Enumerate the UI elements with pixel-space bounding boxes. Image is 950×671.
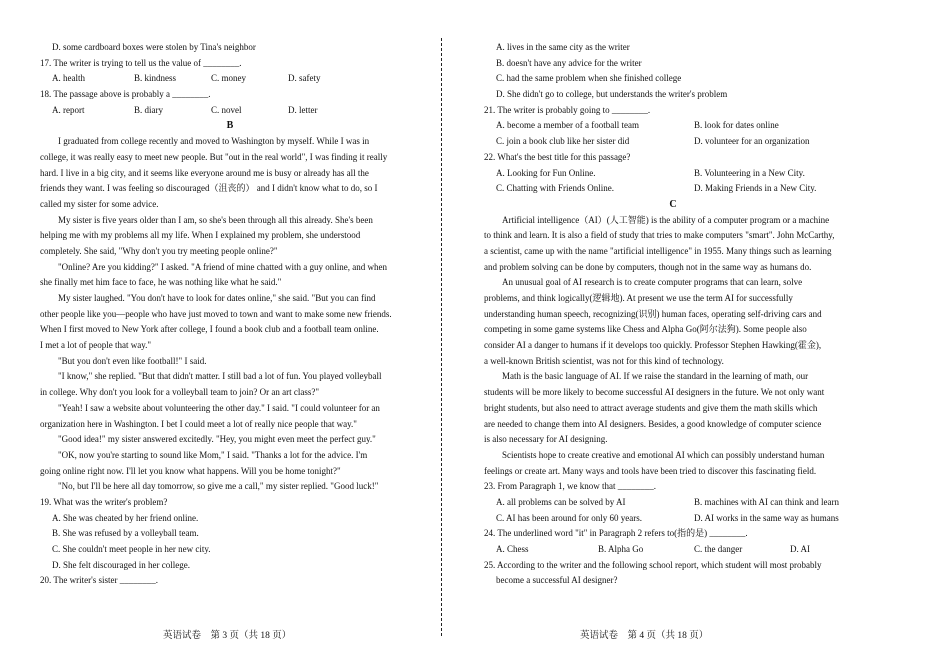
passage-line: An unusual goal of AI research is to create computer programs that can learn, solve <box>502 277 803 288</box>
question-21-stem: 21. The writer is probably going to ________. <box>484 104 651 115</box>
page-footer-right: 英语试卷 第 4 页（共 18 页） <box>580 631 709 641</box>
passage-line: "No, but I'll be here all day tomorrow, so give me a call," my sister replied. "Good luck!" <box>58 481 379 492</box>
passage-c <box>484 213 862 480</box>
passage-line: competing in some game systems like Chess and Alpha Go(阿尔法狗). Some people also <box>484 324 807 335</box>
right-page <box>484 40 862 589</box>
page-divider <box>441 38 442 636</box>
question-21-options-row1 <box>484 118 862 134</box>
question-18-options <box>40 103 420 119</box>
passage-line: "Online? Are you kidding?" I asked. "A friend of mine chatted with a guy online, and when <box>58 261 387 272</box>
passage-line: understanding human speech, recognizing(识别) human faces, operating self-driving cars and <box>484 308 822 319</box>
question-17-options <box>40 71 420 87</box>
question-21-options-row2 <box>484 134 862 150</box>
q20-option-c: C. had the same problem when she finished college <box>496 73 682 84</box>
question-24-stem: 24. The underlined word "it" in Paragraph 2 refers to(指的是) ________. <box>484 528 748 539</box>
left-page <box>40 40 420 589</box>
q22-option-d: D. Making Friends in a New City. <box>694 183 817 194</box>
q24-option-a: A. Chess <box>496 544 529 554</box>
q19-option-c: C. She couldn't meet people in her new city. <box>52 544 211 554</box>
passage-line: called my sister for some advice. <box>40 198 159 209</box>
q21-option-b: B. look for dates online <box>694 120 779 131</box>
q21-option-c: C. join a book club like her sister did <box>496 136 630 147</box>
passage-line: I graduated from college recently and moved to Washington by myself. While I was in <box>58 136 370 147</box>
passage-line: Scientists hope to create creative and emotional AI which can possibly understand human <box>502 449 825 460</box>
question-25-stem: 25. According to the writer and the following school report, which student will most probably <box>484 559 822 570</box>
q20-option-d: D. She didn't go to college, but understands the writer's problem <box>496 89 728 100</box>
q17-option-a: A. health <box>52 73 85 84</box>
q24-option-b: B. Alpha Go <box>598 544 644 554</box>
question-20-stem: 20. The writer's sister ________. <box>40 575 158 586</box>
passage-line: "OK, now you're starting to sound like Mom," I said. "Thanks a lot for the advice. I'm <box>58 449 368 460</box>
question-19-stem: 19. What was the writer's problem? <box>40 496 168 507</box>
passage-line: hard. I live in a big city, and it seems like everyone around me is busy or already has all the <box>40 167 369 178</box>
passage-line: feelings or create art. Many ways and tools have been tried to discover this fascinating field. <box>484 465 817 476</box>
q18-option-b: B. diary <box>134 104 163 115</box>
passage-line: helping me with my problems all my life. When I explained my problem, she understood <box>40 230 361 241</box>
passage-line: she finally met him face to face, he was nothing like what he said." <box>40 277 282 288</box>
section-b-heading: B <box>226 120 234 132</box>
q20-option-b: B. doesn't have any advice for the writer <box>496 57 642 68</box>
q17-option-b: B. kindness <box>134 73 177 84</box>
question-16-option-d: D. some cardboard boxes were stolen by Tina's neighbor <box>52 42 256 52</box>
passage-line: are needed to change them into AI designers. Besides, a good knowledge of computer science <box>484 418 822 429</box>
passage-line: "Yeah! I saw a website about volunteering the other day." I said. "I could volunteer for an <box>58 402 380 413</box>
question-17-stem: 17. The writer is trying to tell us the value of ________. <box>40 57 242 68</box>
passage-line: other people like you—people who have just moved to town and want to make some new friends. <box>40 308 392 319</box>
passage-line: to think and learn. It is also a field of study that tries to make computers "smart". John McCarthy, <box>484 230 835 241</box>
q17-option-d: D. safety <box>288 73 321 84</box>
passage-line: a well-known British scientist, was not for this kind of technology. <box>484 355 724 366</box>
passage-line: My sister laughed. "You don't have to look for dates online," she said. "But you can find <box>58 293 376 303</box>
question-23-options-row1 <box>484 495 862 511</box>
page-footer-left: 英语试卷 第 3 页（共 18 页） <box>163 631 292 641</box>
q19-option-d: D. She felt discouraged in her college. <box>52 559 190 570</box>
question-24-options <box>484 542 862 558</box>
question-23-options-row2 <box>484 511 862 527</box>
passage-line: completely. She said, "Why don't you try meeting people online?" <box>40 245 278 256</box>
q22-option-a: A. Looking for Fun Online. <box>496 167 596 178</box>
question-25-stem-cont: become a successful AI designer? <box>496 575 618 586</box>
passage-line: students will be more likely to become successful AI designers in the future. We not only want <box>484 387 825 398</box>
q23-option-d: D. AI works in the same way as humans <box>694 512 839 523</box>
passage-b <box>40 134 420 495</box>
q21-option-a: A. become a member of a football team <box>496 120 639 131</box>
passage-line: Artificial intelligence（AI）(人工智能) is the ability of a computer program or a machine <box>502 214 830 225</box>
q18-option-d: D. letter <box>288 104 318 115</box>
passage-line: going online right now. I'll let you know what happens. Will you be home tonight?" <box>40 465 341 476</box>
q22-option-c: C. Chatting with Friends Online. <box>496 183 614 194</box>
q24-option-c: C. the danger <box>694 544 743 554</box>
q23-option-a: A. all problems can be solved by AI <box>496 496 626 507</box>
passage-line: I met a lot of people that way." <box>40 340 152 351</box>
passage-line: in college. Why don't you look for a volleyball team to join? Or an art class?" <box>40 387 320 398</box>
passage-line: Math is the basic language of AI. If we raise the standard in the learning of math, our <box>502 371 809 382</box>
q21-option-d: D. volunteer for an organization <box>694 136 810 147</box>
question-22-stem: 22. What's the best title for this passage? <box>484 151 631 162</box>
passage-line: "Good idea!" my sister answered excitedly. "Hey, you might even meet the perfect guy." <box>58 434 376 445</box>
passage-line: problems, and think logically(逻辑地). At present we use the term AI for successfully <box>484 293 793 303</box>
q23-option-c: C. AI has been around for only 60 years. <box>496 512 642 523</box>
passage-line: bright students, but also need to attract average students and give them the math skills which <box>484 402 818 413</box>
q19-option-a: A. She was cheated by her friend online. <box>52 512 199 523</box>
q20-option-a: A. lives in the same city as the writer <box>496 42 630 52</box>
passage-line: When I first moved to New York after college, I found a book club and a football team online. <box>40 324 379 335</box>
question-18-stem: 18. The passage above is probably a ________. <box>40 89 211 100</box>
q17-option-c: C. money <box>211 73 246 84</box>
passage-line: a scientist, came up with the name "artificial intelligence" in 1955. Many things such as learning <box>484 245 832 256</box>
passage-line: is also necessary for AI designing. <box>484 434 608 445</box>
question-22-options-row2 <box>484 181 862 197</box>
q18-option-c: C. novel <box>211 104 242 115</box>
q24-option-d: D. AI <box>790 544 810 554</box>
question-23-stem: 23. From Paragraph 1, we know that ________. <box>484 481 656 492</box>
q23-option-b: B. machines with AI can think and learn <box>694 496 839 507</box>
passage-line: and problem solving can be done by computers, though not in the same way as humans do. <box>484 261 812 272</box>
passage-line: college, it was really easy to meet new people. But "out in the real world", I was finding it really <box>40 151 388 162</box>
passage-line: organization here in Washington. I bet I could meet a lot of really nice people that way." <box>40 418 357 429</box>
q18-option-a: A. report <box>52 104 85 115</box>
passage-line: My sister is five years older than I am, so she's been through all this already. She's been <box>58 214 373 225</box>
question-22-options-row1 <box>484 166 862 182</box>
passage-line: "But you don't even like football!" I said. <box>58 355 207 366</box>
section-c-heading: C <box>669 198 677 210</box>
passage-line: consider AI a danger to humans if it develops too quickly. Professor Stephen Hawking(霍金), <box>484 340 822 351</box>
passage-line: friends they want. I was feeling so discouraged（沮丧的） and I didn't know what to do, so I <box>40 183 378 194</box>
passage-line: "I know," she replied. "But that didn't matter. I still bad a lot of fun. You played volleyball <box>58 371 382 382</box>
q19-option-b: B. She was refused by a volleyball team. <box>52 528 199 539</box>
q22-option-b: B. Volunteering in a New City. <box>694 167 805 178</box>
